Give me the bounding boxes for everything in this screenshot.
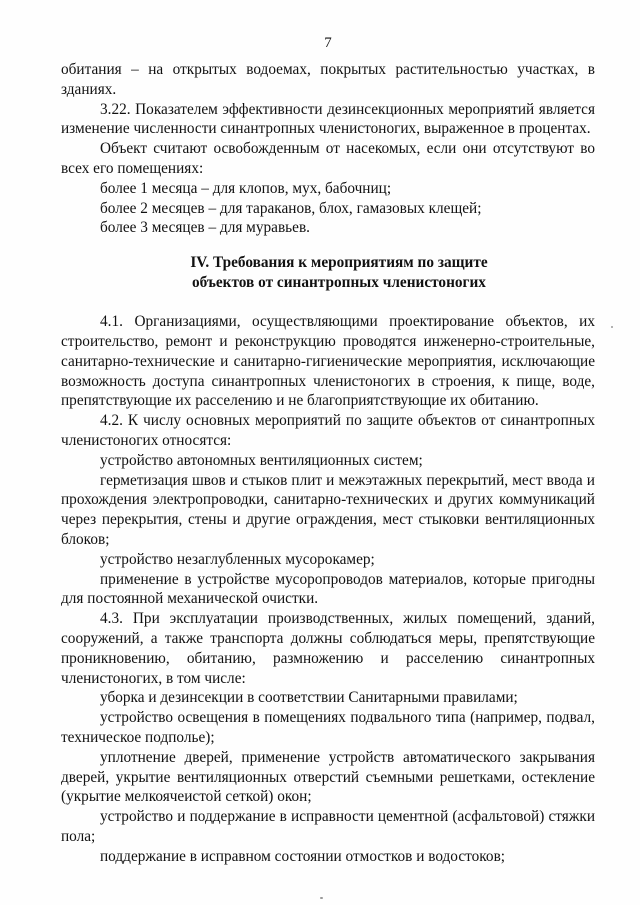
list-item-floor-screed: устройство и поддержание в исправности цементной (асфальтовой) стяжки пола; [61,808,595,845]
list-item-2-months: более 2 месяцев – для тараканов, блох, гамазовых клещей; [100,199,482,217]
paragraph-3-22: 3.22. Показателем эффективности дезинсекционных мероприятий является изменение численности синантропных членистоногих, выраженное в процентах. [61,100,595,138]
list-item-sealing: герметизация швов и стыков плит и межэтажных перекрытий, мест ввода и прохождения электропроводки, санитарно-технических и других коммуникаций через перекрытия, стены и другие ограждения, мест стыковки вентиляционных блоков; [61,471,595,548]
page-body [61,60,595,866]
list-item-cleaning: уборка и дезинсекции в соответствии Санитарными правилами; [100,689,518,707]
paragraph-object-free: Объект считают освобожденным от насекомых, если они отсутствуют во всех его помещениях: [61,140,595,177]
paragraph-habitat-continuation: обитания – на открытых водоемах, покрытых растительностью участках, в зданиях. [61,61,595,98]
list-item-garbage-chutes: применение в устройстве мусоропроводов материалов, которые пригодны для постоянной механической очистки. [61,570,595,608]
page-number: 7 [324,35,332,51]
scan-speck [320,897,323,899]
list-item-3-months: более 3 месяцев – для муравьев. [100,219,310,237]
scan-speck [611,326,613,328]
paragraph-4-3: 4.3. При эксплуатации производственных, жилых помещений, зданий, сооружений, а также транспорта должны соблюдаться меры, препятствующие проникновению, обитанию, размножению и расселению синантропных членистоногих, в том числе: [61,610,595,687]
paragraph-4-2: 4.2. К числу основных мероприятий по защите объектов от синантропных членистоногих относятся: [61,412,595,449]
list-item-ventilation: устройство автономных вентиляционных систем; [100,451,423,469]
section-heading-line-1: IV. Требования к мероприятиям по защите [190,254,488,272]
section-heading-line-2: объектов от синантропных членистоногих [192,273,486,291]
list-item-1-month: более 1 месяца – для клопов, мух, бабочниц; [100,179,392,197]
section-heading [61,253,595,292]
paragraph-4-1: 4.1. Организациями, осуществляющими проектирование объектов, их строительство, ремонт и реконструкцию проводятся инженерно-строительные, санитарно-технические и санитарно-гигиенические мероприятия, исключающие возможность доступа синантропных членистоногих в строения, к пище, воде, препятствующие их расселению и не благоприятствующие их обитанию. [61,313,595,410]
list-item-doors: уплотнение дверей, применение устройств автоматического закрывания дверей, укрытие вентиляционных отверстий съемными решетками, остекление (укрытие мелкоячеистой сеткой) окон; [61,748,595,806]
list-item-drainage: поддержание в исправном состоянии отмостков и водостоков; [100,847,506,865]
list-item-lighting: устройство освещения в помещениях подвального типа (например, подвал, техническое подполье); [61,709,595,746]
list-item-garbage-chambers: устройство незаглубленных мусорокамер; [100,550,375,568]
